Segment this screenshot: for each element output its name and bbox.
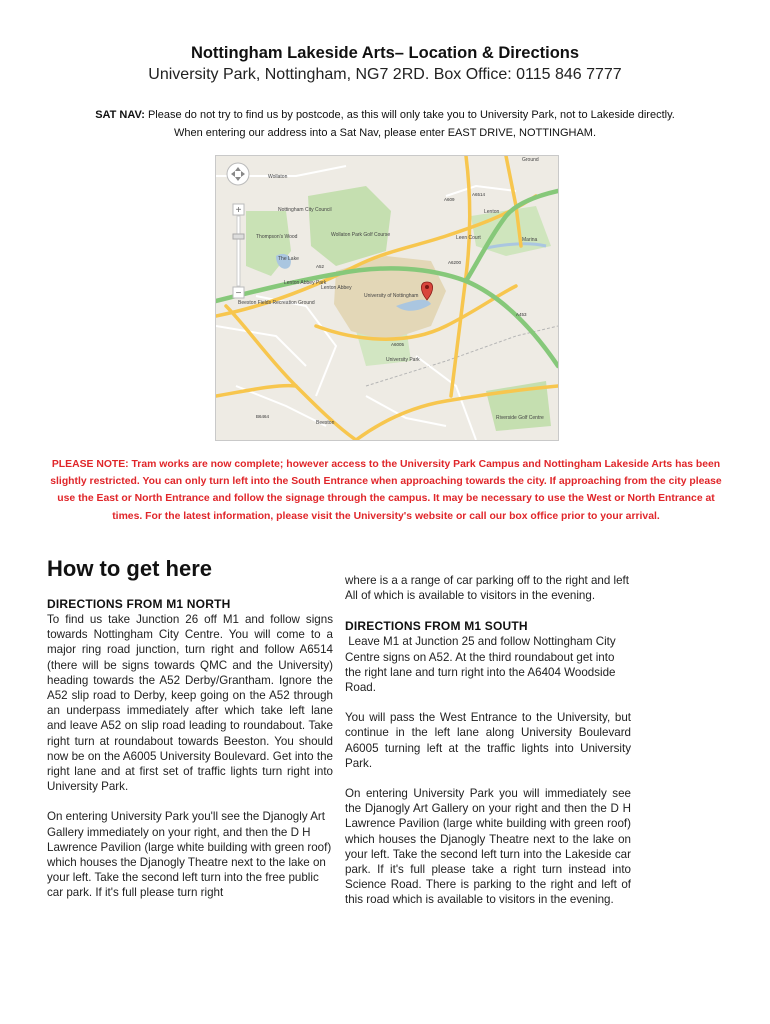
map-label-marina: Marina: [522, 237, 538, 243]
map-label-lenton: Lenton: [484, 209, 500, 215]
map-road-a609: A609: [444, 197, 455, 202]
map-label-lenton-abbey-park: Lenton Abbey Park: [284, 280, 327, 286]
svg-text:+: +: [235, 205, 242, 216]
north-directions-p2: On entering University Park you'll see the Djanogly Art Gallery immediately on your right, and then the D H Lawrence Pavilion (large white building with green roof) which houses the Djanogly Theatre next to the lake on your left. Take the second left turn into the free public car park. If it's full please turn right: [47, 810, 332, 900]
south-directions-p3: On entering University Park you will immediately see the Djanogly Art Gallery on your right and then the D H Lawrence Pavilion (large white building with green roof) which houses the Djanogly Theatre next to the lake on your left. Take the second left turn into the Lakeside car park. If it's full please take a right turn instead into Science Road. There is parking to the right and left of this road which is available to visitors in the evening.: [345, 787, 631, 907]
map-label-the-lake: The Lake: [278, 256, 299, 262]
map-label-beeston: Beeston: [316, 420, 335, 426]
map-label-lenton-abbey: Lenton Abbey: [321, 285, 352, 291]
map-road-b6464: B6464: [256, 414, 270, 419]
map-label-council: Nottingham City Council: [278, 207, 332, 213]
page-title: Nottingham Lakeside Arts– Location & Directions: [190, 44, 580, 62]
location-map[interactable]: [215, 155, 559, 441]
page-subtitle: University Park, Nottingham, NG7 2RD. Box Office: 0115 846 7777: [148, 66, 622, 83]
tram-works-notice: PLEASE NOTE: Tram works are now complete; however access to the University Park Campus and Nottingham Lakeside Arts has been slightly restricted. You can only turn left into the South Entrance when approaching towards the city. If approaching from the city please use the East or North Entrance and follow the signage through the campus. It may be necessary to use the West or North Entrance at times. For the latest information, please visit the University's website or call our box office prior to your arrival.: [50, 459, 722, 522]
map-label-thompsons: Thompson's Wood: [256, 234, 298, 240]
map-road-a453: A453: [516, 312, 527, 317]
section-heading: How to get here: [47, 556, 213, 581]
north-directions-title: DIRECTIONS FROM M1 NORTH: [47, 597, 231, 611]
map-label-beeston-fields: Beeston Fields Recreation Ground: [238, 300, 315, 306]
south-directions-title: DIRECTIONS FROM M1 SOUTH: [345, 619, 528, 634]
map-label-ground: Ground: [522, 157, 539, 163]
satnav-line-2: When entering our address into a Sat Nav, please enter EAST DRIVE, NOTTINGHAM.: [173, 127, 597, 139]
satnav-label: SAT NAV:: [95, 109, 145, 121]
map-label-golf: Wollaton Park Golf Course: [331, 232, 391, 238]
map-label-wollaton: Wollaton: [268, 174, 288, 180]
map-road-a6514: A6514: [472, 192, 486, 197]
svg-text:−: −: [235, 288, 242, 299]
map-label-leen-court: Leen Court: [456, 235, 481, 241]
map-road-a6005: A6005: [391, 342, 405, 347]
map-road-a6200: A6200: [448, 260, 462, 265]
directions-left-column: [47, 596, 333, 916]
north-directions-p1: To find us take Junction 26 off M1 and follow signs towards Nottingham City Centre. You will come to a major ring road junction, turn right and follow A6514 (there will be signs towards QMC and the University) heading towards the A52 Derby/Grantham. Ignore the A52 slip road to Derby, keep going on the A52 through an underpass immediately after which take left lane and leave A52 on slip road leading to roundabout. Take right turn at roundabout towards Beeston. You should now be on the A6005 University Boulevard. Get into the right lane and at first set of traffic lights turn right into University Park.: [47, 613, 333, 794]
south-directions-p2: You will pass the West Entrance to the University, but continue in the left lane along University Boulevard A6005 turning left at the traffic lights into University Park.: [345, 711, 631, 770]
map-canvas: [216, 156, 558, 440]
map-road-a52: A52: [316, 264, 325, 269]
map-label-university-park: University Park: [386, 357, 420, 363]
north-directions-p3: where is a a range of car parking off to the right and left All of which is available to visitors in the evening.: [345, 574, 630, 603]
satnav-line-1: Please do not try to find us by postcode, as this will only take you to University Park, not to Lakeside directly.: [147, 109, 675, 121]
map-label-university: University of Nottingham: [364, 293, 419, 299]
directions-right-column: [345, 573, 631, 923]
map-label-riverside: Riverside Golf Centre: [496, 415, 544, 421]
south-directions-p1: Leave M1 at Junction 25 and follow Nottingham City Centre signs on A52. At the third roundabout get into the right lane and turn right into the A6404 Woodside Road.: [345, 635, 619, 695]
map-pan-control[interactable]: [227, 163, 249, 185]
satnav-notice: [40, 106, 730, 142]
